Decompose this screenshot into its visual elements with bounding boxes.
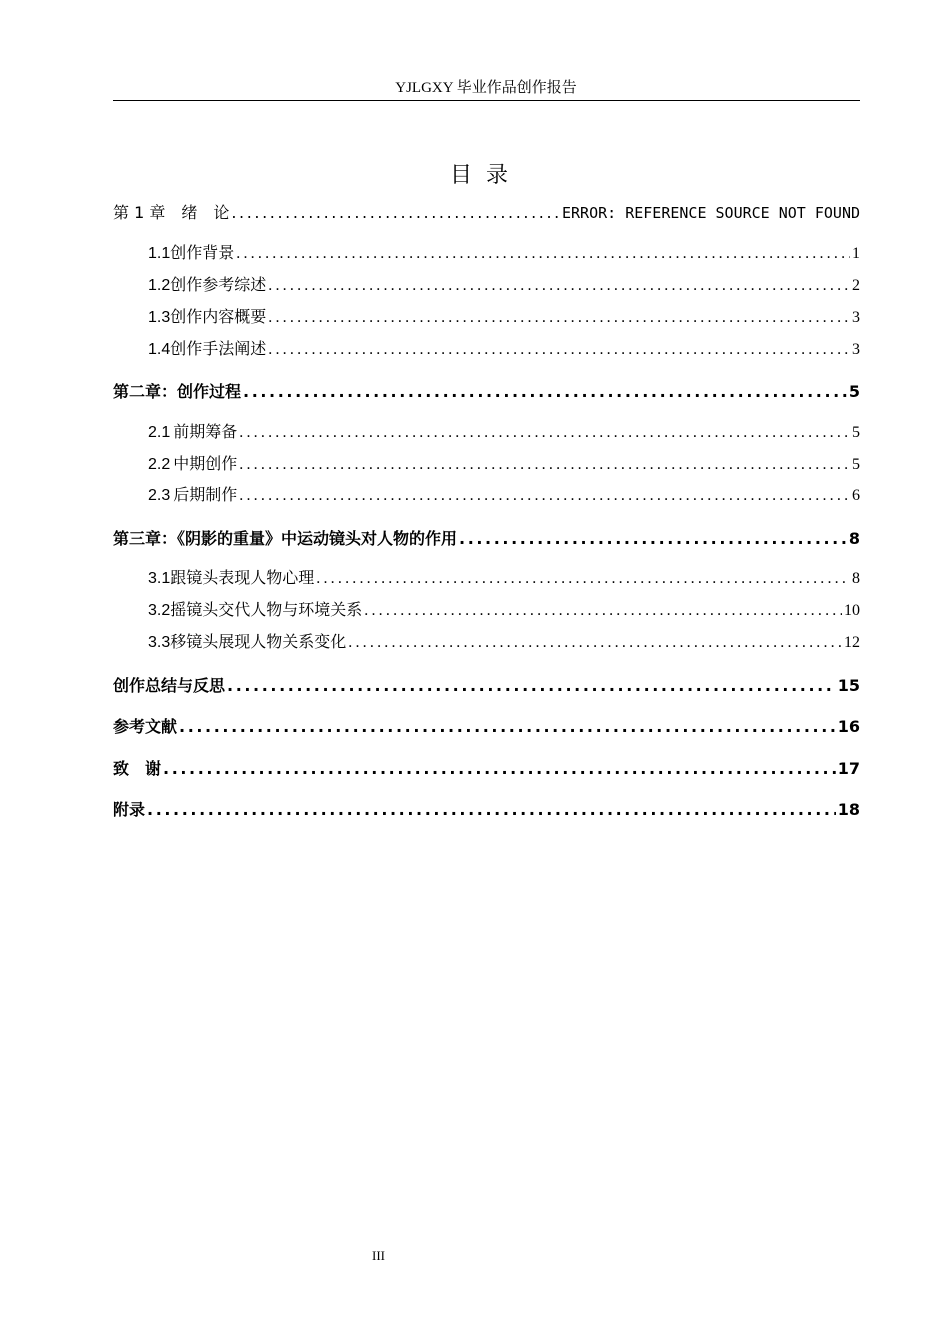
toc-section-2-3[interactable] (148, 484, 860, 508)
section-number: 3.3 (148, 634, 171, 651)
section-title: 摇镜头交代人物与环境关系 (170, 602, 363, 619)
section-page: 5 (852, 456, 860, 473)
section-page: 3 (852, 341, 860, 358)
leader-dots (227, 674, 836, 698)
section-title: 创作背景 (170, 245, 235, 262)
section-number: 2.3 (148, 487, 171, 504)
section-page: 8 (852, 570, 860, 587)
section-title: 跟镜头表现人物心理 (170, 570, 315, 587)
toc-chapter-2-page: 5 (848, 382, 860, 401)
leader-dots (268, 306, 850, 330)
toc-appendix-label: 附录 (113, 800, 146, 819)
leader-dots (239, 484, 850, 508)
toc-chapter-2[interactable] (113, 380, 860, 404)
leader-dots (179, 715, 836, 739)
section-number: 1.1 (148, 245, 171, 262)
toc-chapter-3[interactable] (113, 527, 860, 551)
leader-dots (239, 421, 850, 445)
toc-appendix[interactable] (113, 798, 860, 822)
leader-dots (163, 757, 836, 781)
toc-summary[interactable] (113, 674, 860, 698)
toc-thanks[interactable] (113, 757, 860, 781)
leader-dots (231, 201, 560, 225)
section-page: 10 (844, 602, 860, 619)
toc-section-1-4[interactable] (148, 338, 860, 362)
toc-section-3-2[interactable] (148, 599, 860, 623)
toc-chapter-1-label: 第 1 章 绪 论 (113, 203, 230, 222)
toc-summary-page: 15 (837, 676, 860, 695)
section-title: 创作手法阐述 (170, 341, 267, 358)
leader-dots (364, 599, 842, 623)
section-number: 1.4 (148, 341, 171, 358)
section-title: 中期创作 (173, 456, 238, 473)
toc-section-3-3[interactable] (148, 631, 860, 655)
section-title: 移镜头展现人物关系变化 (170, 634, 347, 651)
leader-dots (316, 567, 850, 591)
toc-section-1-2[interactable] (148, 274, 860, 298)
leader-dots (243, 380, 847, 404)
section-number: 1.3 (148, 309, 171, 326)
section-page: 12 (844, 634, 860, 651)
toc-chapter-3-label: 第三章：《阴影的重量》中运动镜头对人物的作用 (113, 529, 458, 548)
toc-chapter-1[interactable] (113, 201, 860, 225)
section-page: 3 (852, 309, 860, 326)
section-number: 1.2 (148, 277, 171, 294)
leader-dots (268, 274, 850, 298)
leader-dots (147, 798, 836, 822)
toc-chapter-3-page: 8 (848, 529, 860, 548)
section-number: 3.2 (148, 602, 171, 619)
section-number: 2.1 (148, 424, 171, 441)
leader-dots (459, 527, 847, 551)
toc-appendix-page: 18 (837, 800, 860, 819)
toc-references[interactable] (113, 715, 860, 739)
section-number: 2.2 (148, 456, 171, 473)
toc-chapter-2-label: 第二章：创作过程 (113, 382, 242, 401)
toc-section-2-2[interactable] (148, 453, 860, 477)
header-rule (113, 100, 860, 101)
section-page: 6 (852, 487, 860, 504)
section-title: 创作内容概要 (170, 309, 267, 326)
section-page: 5 (852, 424, 860, 441)
page-number: III (372, 1248, 385, 1263)
section-page: 1 (852, 245, 860, 262)
leader-dots (348, 631, 842, 655)
running-header: YJLGXY 毕业作品创作报告 (395, 80, 577, 96)
toc-thanks-label: 致 谢 (113, 759, 162, 778)
toc-section-1-1[interactable] (148, 242, 860, 266)
section-title: 后期制作 (173, 487, 238, 504)
section-page: 2 (852, 277, 860, 294)
toc-references-label: 参考文献 (113, 717, 178, 736)
toc-section-3-1[interactable] (148, 567, 860, 591)
toc-summary-label: 创作总结与反思 (113, 676, 226, 695)
toc-section-1-3[interactable] (148, 306, 860, 330)
leader-dots (239, 453, 850, 477)
toc-thanks-page: 17 (837, 759, 860, 778)
section-title: 前期筹备 (173, 424, 238, 441)
toc-chapter-1-page: ERROR: REFERENCE SOURCE NOT FOUND (561, 204, 860, 222)
leader-dots (236, 242, 850, 266)
section-title: 创作参考综述 (170, 277, 267, 294)
toc-references-page: 16 (837, 717, 860, 736)
section-number: 3.1 (148, 570, 171, 587)
toc-section-2-1[interactable] (148, 421, 860, 445)
toc-title: 目录 (449, 163, 522, 188)
leader-dots (268, 338, 850, 362)
